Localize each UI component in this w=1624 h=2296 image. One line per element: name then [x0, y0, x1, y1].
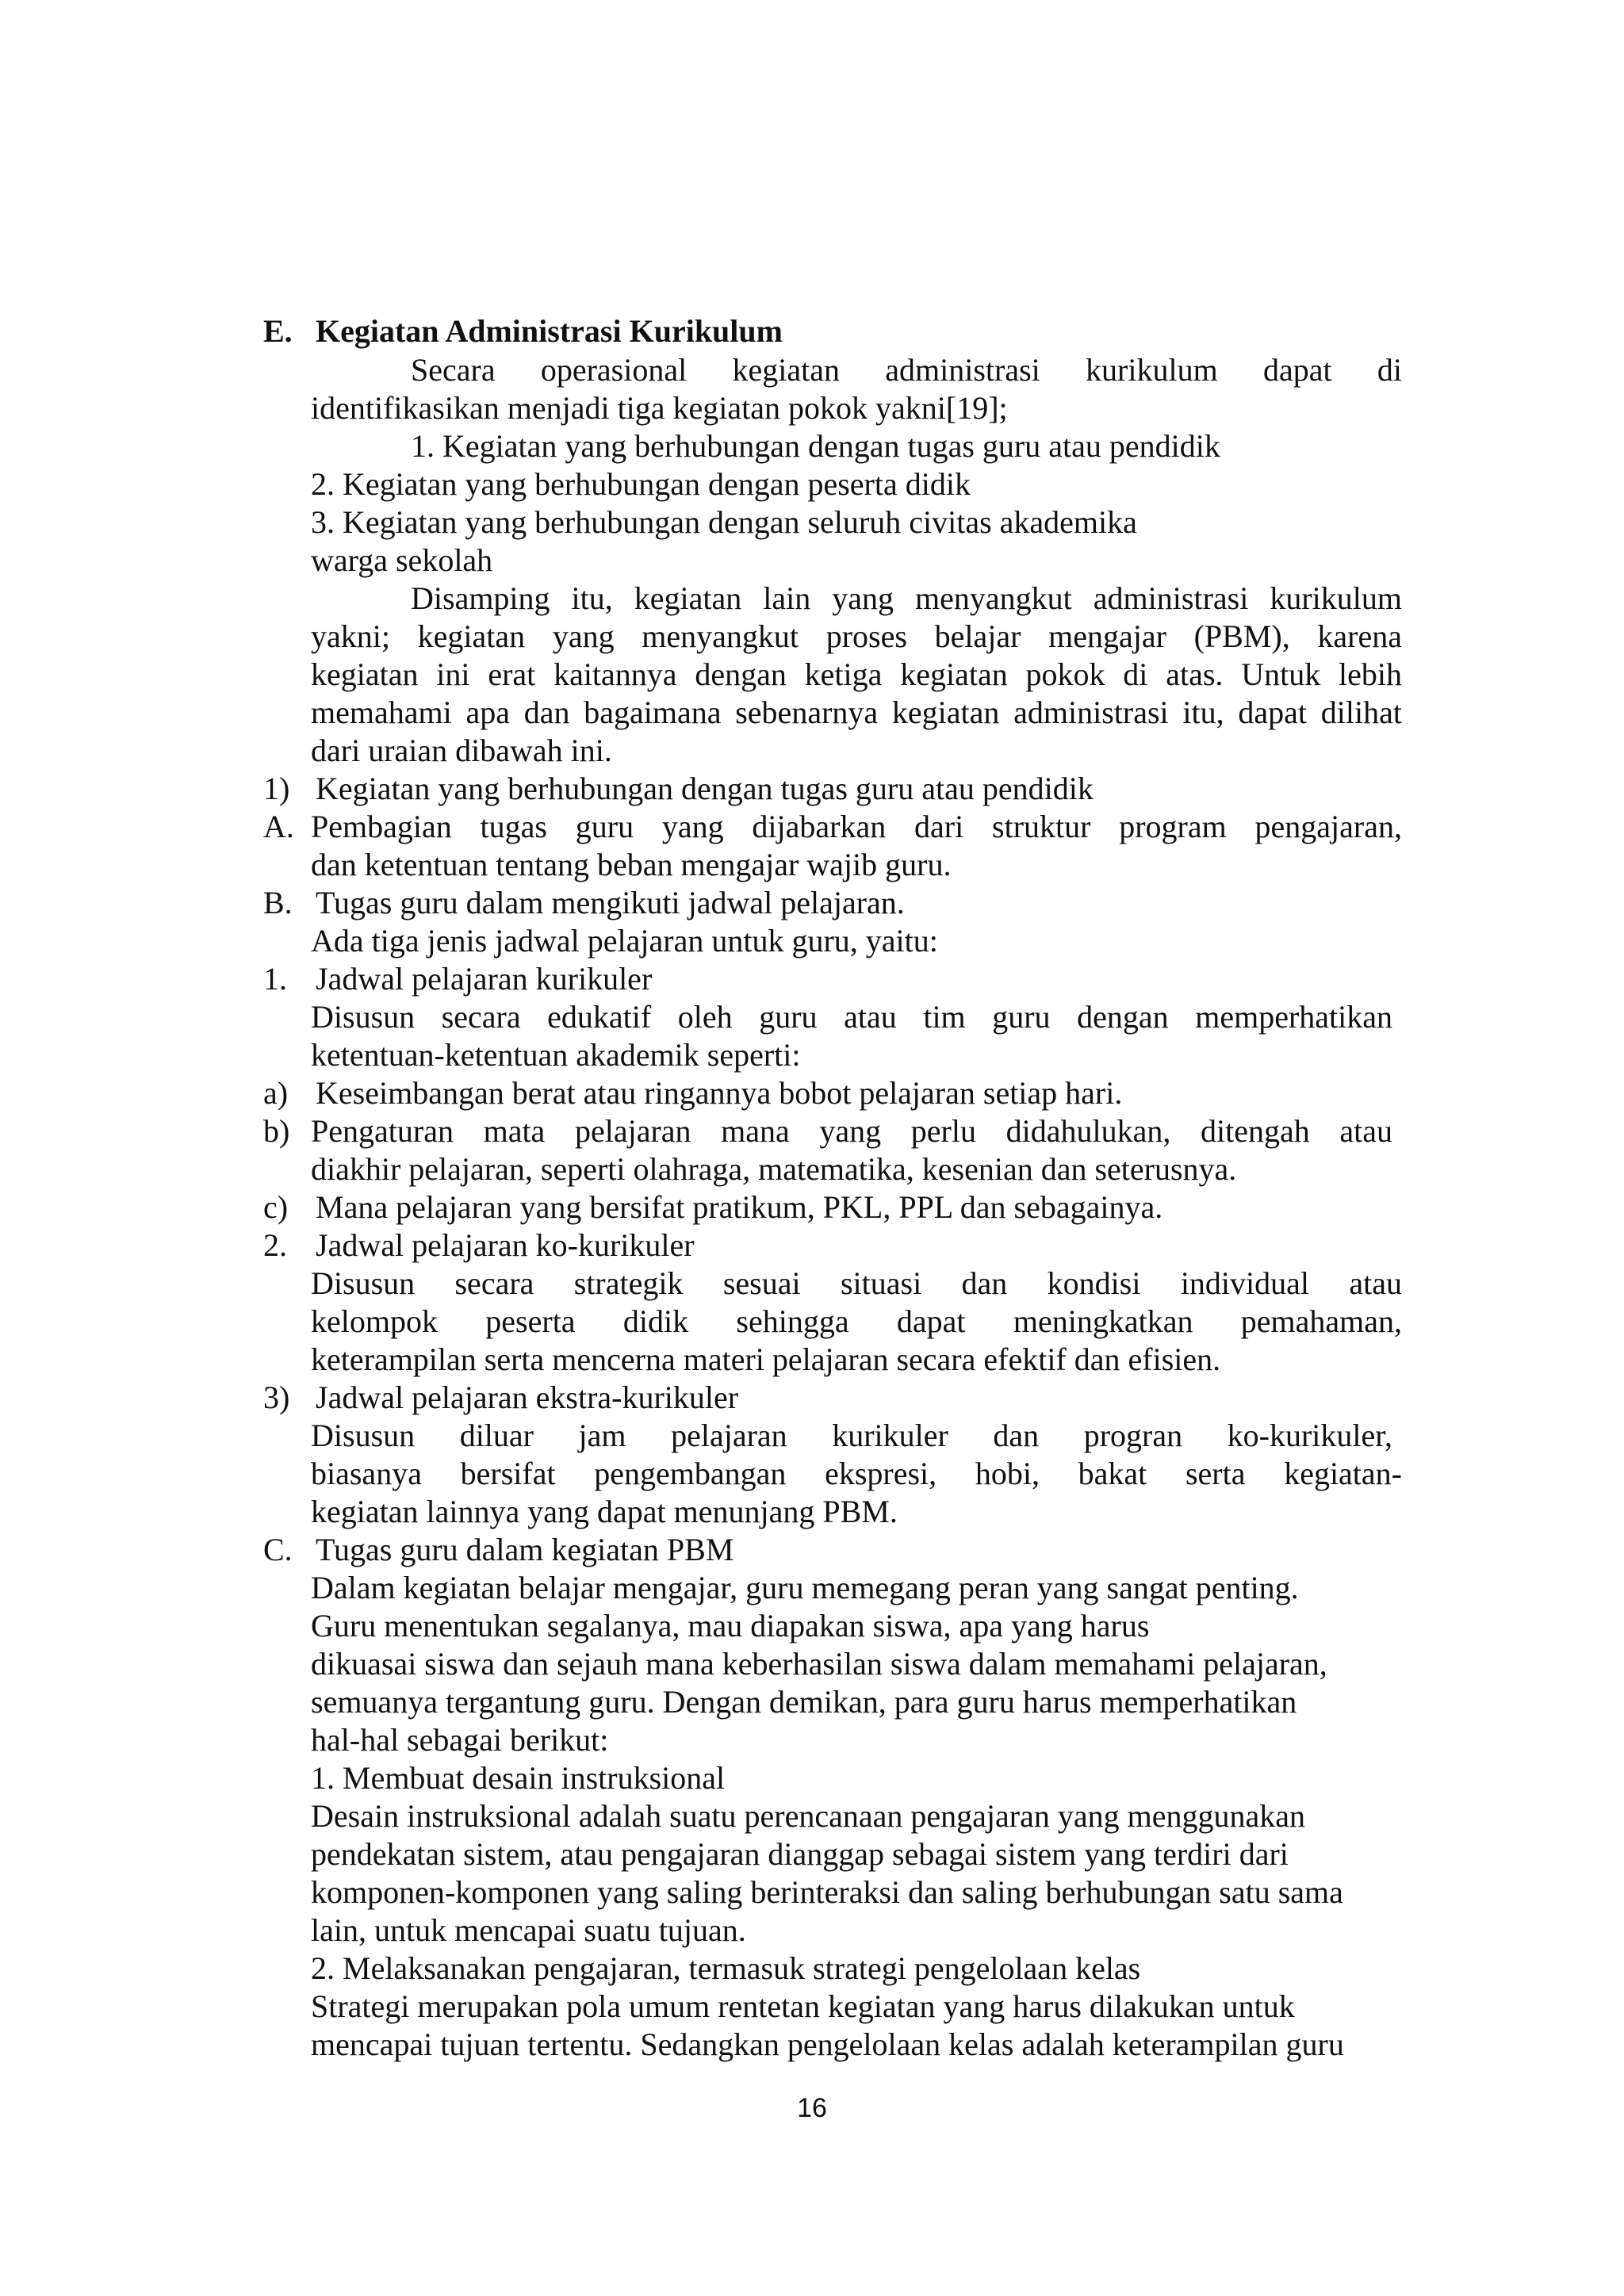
paragraph-line: Secara operasional kegiatan administrasi kurikulum dapat di: [411, 352, 1402, 388]
list-marker: 1.: [263, 961, 287, 997]
list-item: 3. Kegiatan yang berhubungan dengan seluruh civitas akademika: [311, 504, 1137, 540]
list-item: Pengaturan mata pelajaran mana yang perlu didahulukan, ditengah atau: [311, 1113, 1392, 1149]
list-item: Keseimbangan berat atau ringannya bobot pelajaran setiap hari.: [316, 1075, 1123, 1111]
paragraph-line: biasanya bersifat pengembangan ekspresi, hobi, bakat serta kegiatan-: [311, 1456, 1402, 1491]
paragraph-line: warga sekolah: [311, 542, 493, 578]
paragraph-line: Dalam kegiatan belajar mengajar, guru memegang peran yang sangat penting.: [311, 1570, 1299, 1605]
list-marker: 1): [263, 771, 290, 806]
section-marker: E.: [263, 313, 293, 349]
paragraph-line: lain, untuk mencapai suatu tujuan.: [311, 1912, 746, 1948]
paragraph-line: Guru menentukan segalanya, mau diapakan siswa, apa yang harus: [311, 1608, 1150, 1644]
paragraph-line: kelompok peserta didik sehingga dapat meningkatkan pemahaman,: [311, 1303, 1402, 1339]
list-heading: Jadwal pelajaran kurikuler: [316, 961, 653, 997]
list-marker: B.: [263, 885, 293, 920]
list-marker: A.: [263, 809, 294, 844]
page-number: 16: [797, 2093, 827, 2123]
list-heading: 1. Membuat desain instruksional: [311, 1760, 726, 1796]
paragraph-line: Strategi merupakan pola umum rentetan kegiatan yang harus dilakukan untuk: [311, 1988, 1295, 2024]
paragraph-line: Disusun diluar jam pelajaran kurikuler dan progran ko-kurikuler,: [311, 1418, 1392, 1453]
section-title: Kegiatan Administrasi Kurikulum: [316, 313, 783, 349]
list-marker: C.: [263, 1532, 293, 1567]
paragraph-line: pendekatan sistem, atau pengajaran dianggap sebagai sistem yang terdiri dari: [311, 1836, 1289, 1872]
paragraph-line: kegiatan lainnya yang dapat menunjang PBM.: [311, 1494, 898, 1529]
paragraph-line: yakni; kegiatan yang menyangkut proses belajar mengajar (PBM), karena: [311, 618, 1402, 654]
list-marker: 2.: [263, 1227, 287, 1263]
paragraph-line: Ada tiga jenis jadwal pelajaran untuk guru, yaitu:: [311, 923, 938, 959]
list-marker: 3): [263, 1380, 290, 1415]
paragraph-line: Disusun secara strategik sesuai situasi dan kondisi individual atau: [311, 1265, 1402, 1301]
list-heading: 2. Melaksanakan pengajaran, termasuk strategi pengelolaan kelas: [311, 1950, 1141, 1986]
paragraph-line: hal-hal sebagai berikut:: [311, 1722, 609, 1758]
paragraph-line: memahami apa dan bagaimana sebenarnya kegiatan administrasi itu, dapat dilihat: [311, 695, 1402, 730]
paragraph-line: mencapai tujuan tertentu. Sedangkan pengelolaan kelas adalah keterampilan guru: [311, 2026, 1344, 2062]
list-marker: c): [263, 1189, 289, 1225]
paragraph-line: semuanya tergantung guru. Dengan demikan, para guru harus memperhatikan: [311, 1684, 1297, 1720]
list-heading: Tugas guru dalam kegiatan PBM: [316, 1532, 734, 1567]
list-item: diakhir pelajaran, seperti olahraga, matematika, kesenian dan seterusnya.: [311, 1151, 1237, 1187]
paragraph-line: Desain instruksional adalah suatu perencanaan pengajaran yang menggunakan: [311, 1798, 1305, 1834]
list-item: Pembagian tugas guru yang dijabarkan dari struktur program pengajaran,: [311, 809, 1402, 844]
list-heading: Kegiatan yang berhubungan dengan tugas guru atau pendidik: [316, 771, 1094, 806]
paragraph-line: kegiatan ini erat kaitannya dengan ketiga kegiatan pokok di atas. Untuk lebih: [311, 656, 1402, 692]
paragraph-line: dikuasai siswa dan sejauh mana keberhasilan siswa dalam memahami pelajaran,: [311, 1646, 1327, 1682]
list-item: 2. Kegiatan yang berhubungan dengan peserta didik: [311, 466, 971, 502]
list-marker: b): [263, 1113, 290, 1149]
list-item: 1. Kegiatan yang berhubungan dengan tugas guru atau pendidik: [411, 428, 1220, 464]
paragraph-line: Disamping itu, kegiatan lain yang menyangkut administrasi kurikulum: [411, 580, 1402, 616]
list-item: dan ketentuan tentang beban mengajar wajib guru.: [311, 847, 952, 882]
paragraph-line: ketentuan-ketentuan akademik seperti:: [311, 1037, 801, 1073]
paragraph-line: Disusun secara edukatif oleh guru atau tim guru dengan memperhatikan: [311, 999, 1392, 1035]
list-marker: a): [263, 1075, 289, 1111]
list-heading: Jadwal pelajaran ko-kurikuler: [316, 1227, 695, 1263]
paragraph-line: dari uraian dibawah ini.: [311, 733, 612, 768]
paragraph-line: keterampilan serta mencerna materi pelajaran secara efektif dan efisien.: [311, 1341, 1221, 1377]
list-item: Tugas guru dalam mengikuti jadwal pelajaran.: [316, 885, 905, 920]
paragraph-line: komponen-komponen yang saling berinteraksi dan saling berhubungan satu sama: [311, 1874, 1343, 1910]
paragraph-line: identifikasikan menjadi tiga kegiatan pokok yakni[19];: [311, 390, 1008, 426]
list-item: Mana pelajaran yang bersifat pratikum, PKL, PPL dan sebagainya.: [316, 1189, 1163, 1225]
list-heading: Jadwal pelajaran ekstra-kurikuler: [316, 1380, 739, 1415]
